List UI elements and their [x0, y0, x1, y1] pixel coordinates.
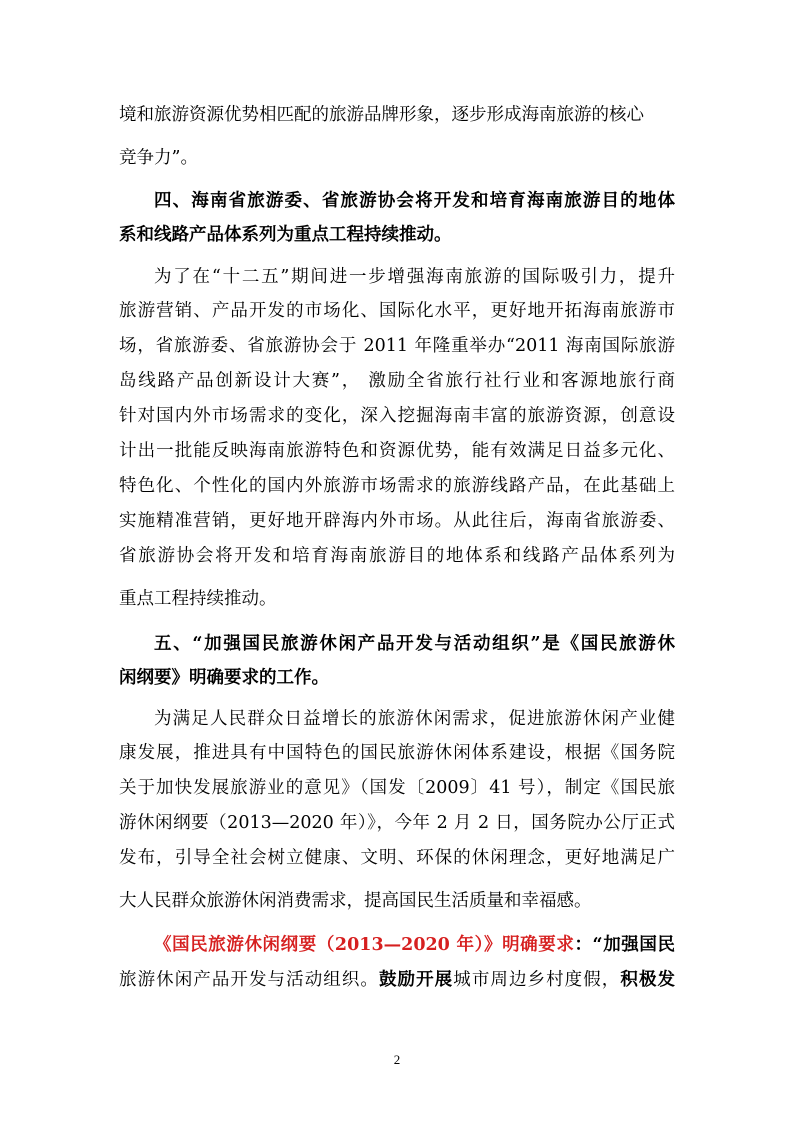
highlight-red-text: 《国民旅游休闲纲要（2013—2020 年）》明确要求	[154, 935, 575, 955]
body-line: 省旅游协会将开发和培育海南旅游目的地体系和线路产品体系列为	[119, 546, 675, 566]
body-text-segment: 旅游休闲产品开发与活动组织。	[119, 970, 379, 990]
section-heading-5-cont: 闲纲要》明确要求的工作。	[119, 668, 329, 688]
body-line: 康发展，推进具有中国特色的国民旅游休闲体系建设，根据《国务院	[119, 743, 675, 763]
body-line: 发布，引导全社会树立健康、文明、环保的休闲理念，更好地满足广	[119, 848, 675, 868]
highlight-paragraph-line	[154, 932, 675, 958]
body-line: 关于加快发展旅游业的意见》（国发〔2009〕41 号），制定《国民旅	[119, 778, 675, 798]
body-line: 游休闲纲要（2013—2020 年）》，今年 2 月 2 日，国务院办公厅正式	[119, 813, 675, 833]
body-line: 境和旅游资源优势相匹配的旅游品牌形象，逐步形成海南旅游的核心	[119, 105, 644, 125]
body-line: 为满足人民群众日益增长的旅游休闲需求，促进旅游休闲产业健	[154, 709, 675, 729]
body-line: 为了在“十二五”期间进一步增强海南旅游的国际吸引力，提升	[154, 267, 675, 287]
bold-text-segment: 鼓励开展	[378, 970, 454, 990]
body-line: 实施精准营销，更好地开辟海内外市场。从此往后，海南省旅游委、	[119, 511, 675, 531]
section-heading-5: 五、“加强国民旅游休闲产品开发与活动组织”是《国民旅游休	[154, 634, 675, 654]
section-heading-4-cont: 系和线路产品体系列为重点工程持续推动。	[119, 225, 452, 245]
body-text-segment: 城市周边乡村度假，	[453, 970, 621, 990]
body-line: 重点工程持续推动。	[119, 589, 277, 609]
body-line: 针对国内外市场需求的变化，深入挖掘海南丰富的旅游资源，创意设	[119, 406, 675, 426]
body-line: 特色化、个性化的国内外旅游市场需求的旅游线路产品，在此基础上	[119, 476, 675, 496]
body-line: 岛线路产品创新设计大赛”， 激励全省旅行社行业和客源地旅行商	[119, 371, 675, 391]
bold-text-segment: 积极发	[620, 970, 675, 990]
body-line: 大人民群众旅游休闲消费需求，提高国民生活质量和幸福感。	[119, 891, 592, 911]
highlight-paragraph-line	[119, 967, 675, 993]
body-line: 旅游营销、产品开发的市场化、国际化水平，更好地开拓海南旅游市	[119, 301, 675, 321]
section-heading-4: 四、海南省旅游委、省旅游协会将开发和培育海南旅游目的地体	[154, 191, 675, 211]
highlight-continuation: ：“加强国民	[574, 935, 675, 955]
body-line: 场，省旅游委、省旅游协会于 2011 年隆重举办“2011 海南国际旅游	[119, 336, 675, 356]
page-number: 2	[393, 1052, 401, 1067]
body-line: 竞争力”。	[119, 148, 198, 168]
body-line: 计出一批能反映海南旅游特色和资源优势，能有效满足日益多元化、	[119, 441, 675, 461]
